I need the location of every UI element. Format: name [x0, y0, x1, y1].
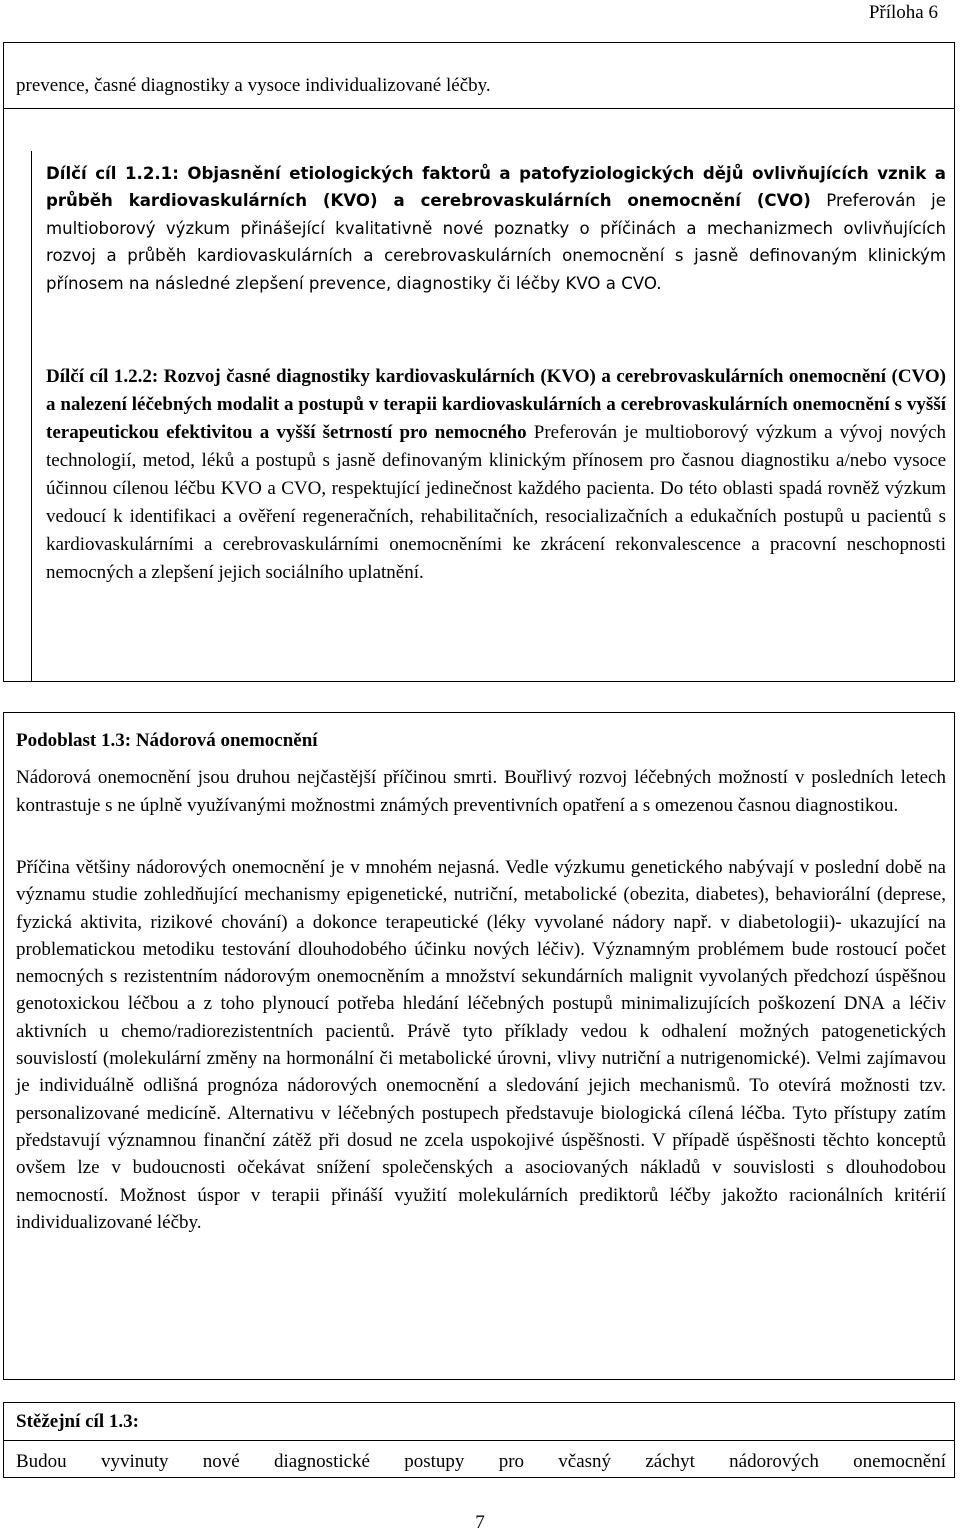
- appendix-label: Příloha 6: [868, 2, 938, 23]
- inner-column-rule: [31, 151, 32, 682]
- subarea-title: Podoblast 1.3: Nádorová onemocnění: [16, 730, 318, 751]
- goal-121-body: Preferován je multioborový výzkum přinášející kvalitativně nové poznatky o příčinách a mechanizmech ovlivňujících rozvoj a průběh kardiovaskulárních a cerebrovaskulárních onemocnění s jasně definovaným klinickým přínosem na následné zlepšení prevence, diagnostiky či léčby KVO a CVO.: [46, 191, 946, 293]
- goal-121-title: Dílčí cíl 1.2.1: Objasnění etiologických faktorů a patofyziologických dějů ovlivňujících vznik a průběh kardiovaskulárních (KVO) a cerebrovaskulárních onemocnění (CVO): [46, 164, 946, 211]
- row-divider: [3, 108, 955, 109]
- key-goal-title: Stěžejní cíl 1.3:: [16, 1411, 139, 1432]
- goal-122: [46, 363, 946, 587]
- goal-122-body: Preferován je multioborový výzkum a vývoj nových technologií, metod, léků a postupů s jasně definovaným klinickým přínosem pro časnou diagnostiku a/nebo vysoce účinnou cílenou léčbu KVO a CVO, respektující jedinečnost každého pacienta. Do této oblasti spadá rovněž výzkum vedoucí k identifikaci a ověření regeneračních, rehabilitačních, resocializačních a edukačních postupů u pacientů s kardiovaskulárními a cerebrovaskulárními onemocněními ke zkrácení rekonvalescence a pracovní neschopnosti nemocných a zlepšení jejich sociálního uplatnění.: [46, 422, 947, 583]
- subarea-paragraph-2: Příčina většiny nádorových onemocnění je v mnohém nejasná. Vedle výzkumu genetického nabývají v poslední době na významu studie zohledňující mechanismy epigenetické, nutriční, metabolické (obezita, diabetes), behaviorální (deprese, fyzická aktivita, rizikové chování) a dokonce terapeutické (léky vyvolané nádory např. v diabetologii)- ukazující na problematickou metodiku testování dlouhodobého účinku nových léčiv). Významným problémem bude rostoucí počet nemocných s rezistentním nádorovým onemocněním a množství sekundárních malignit vyvolaných předchozí úspěšnou genotoxickou léčbou a z toho plynoucí potřeba hledání léčebných postupů minimalizujících poškození DNA a léčiv aktivních u chemo/radiorezistentních pacientů. Právě tyto příklady vedou k odhalení možných patogenetických souvislostí (molekulární změny na hormonální či metabolické úrovni, vlivy nutriční a nutrigenomické). Velmi zajímavou je individuálně odlišná prognóza nádorových onemocnění a sledování jejich mechanismů. To otevírá možnosti tzv. personalizované medicíně. Alternativu v léčebných postupech představuje biologická cílená léčba. Tyto přístupy zatím představují významnou finanční zátěž při dosud ne zcela uspokojivé úspěšnosti. V případě úspěšnosti těchto konceptů ovšem lze v budoucnosti očekávat snížení společenských a asociovaných nákladů v souvislosti s dlouhodobou nemocností. Možnost úspor v terapii přináší využití molekulárních prediktorů léčby jakožto racionálních kritérií individualizované léčby.: [16, 857, 946, 1233]
- subarea-paragraph-1: Nádorová onemocnění jsou druhou nejčastější příčinou smrti. Bouřlivý rozvoj léčebných možností v posledních letech kontrastuje s ne úplně využívanými možnostmi známých preventivních opatření a s omezenou časnou diagnostikou.: [16, 767, 946, 816]
- key-goal-divider: [3, 1440, 955, 1441]
- goal-121: [46, 160, 946, 297]
- goal-122-title: Dílčí cíl 1.2.2: Rozvoj časné diagnostiky kardiovaskulárních (KVO) a cerebrovaskulárních onemocnění (CVO) a nalezení léčebných modalit a postupů v terapii kardiovaskulárních a cerebrovaskulárních onemocnění s vyšší terapeutickou efektivitou a vyšší šetrností pro nemocného: [46, 366, 946, 443]
- page-number: 7: [475, 1512, 485, 1533]
- key-goal-text: Budou vyvinuty nové diagnostické postupy pro včasný záchyt nádorových onemocnění: [16, 1451, 946, 1472]
- intro-line: prevence, časné diagnostiky a vysoce individualizované léčby.: [16, 75, 491, 96]
